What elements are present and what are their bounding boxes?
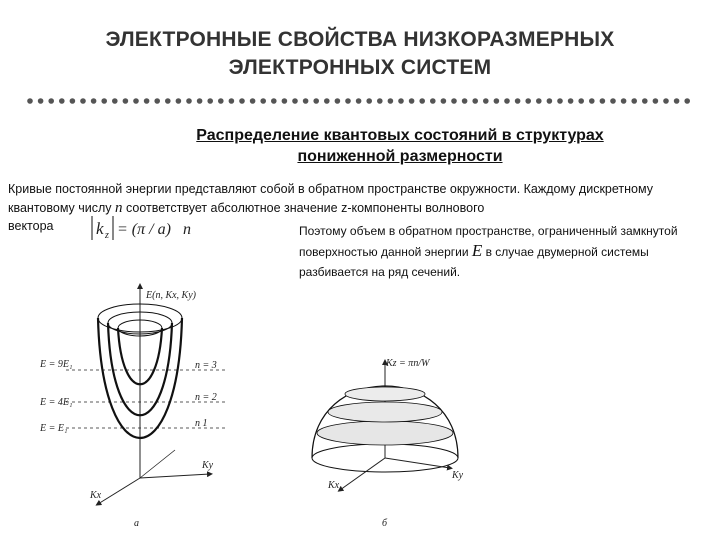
divider-dot [292, 98, 298, 104]
divider-dot [504, 98, 510, 104]
section-2 [328, 402, 442, 422]
divider-dot [123, 98, 129, 104]
wavevector-formula [88, 212, 198, 244]
formula-n: n [183, 221, 191, 238]
paragraph-tail: вектора [8, 219, 54, 233]
paragraph-text: в случае двумерной системы разбивается на ряд сечений. [299, 245, 649, 279]
divider-dot [610, 98, 616, 104]
figure-b-kx: Kx [328, 480, 340, 491]
figure-a-level-4E1: E = 4E₁ [40, 397, 73, 408]
divider-dot [409, 98, 415, 104]
slide-title-line2: ЭЛЕКТРОННЫХ СИСТЕМ [228, 56, 492, 79]
divider-dot [324, 98, 330, 104]
divider-dot [91, 98, 97, 104]
figure-subband-paraboloids [40, 278, 260, 540]
divider-dot [653, 98, 659, 104]
divider-dot [80, 98, 86, 104]
divider-dot [356, 98, 362, 104]
divider-dot [674, 98, 680, 104]
figure-a-ky: Ky [202, 460, 214, 471]
divider-dot [547, 98, 553, 104]
figure-a-n1: n 1 [195, 418, 208, 429]
divider-dot [589, 98, 595, 104]
divider-dot [631, 98, 637, 104]
figure-a-kx: Kx [90, 490, 102, 501]
figure-a-n2: n = 2 [195, 392, 217, 403]
section-subtitle-line1: Распределение квантовых состояний в структурах [196, 127, 604, 144]
divider-dot [133, 98, 139, 104]
divider-dot [462, 98, 468, 104]
section-3 [345, 387, 425, 401]
divider-dot [27, 98, 33, 104]
section-subtitle [120, 125, 680, 167]
divider-dot [154, 98, 160, 104]
figure-b-caption: б [382, 518, 388, 529]
divider-dot [377, 98, 383, 104]
paragraph-reciprocal-volume [299, 221, 699, 282]
divider-dot [366, 98, 372, 104]
divider-dot [250, 98, 256, 104]
divider-dot [165, 98, 171, 104]
divider-dot [345, 98, 351, 104]
paragraph-text: Кривые постоянной энергии представляют собой в обратном пространстве окружности. Каждому дискретному квантовому числу [8, 182, 653, 215]
divider-dot [260, 98, 266, 104]
divider-dot [398, 98, 404, 104]
divider-dot [335, 98, 341, 104]
divider-dot [48, 98, 54, 104]
divider-dot [271, 98, 277, 104]
divider-dot [229, 98, 235, 104]
section-1 [317, 421, 453, 445]
ky-axis [140, 474, 210, 478]
divider-dot [621, 98, 627, 104]
divider-dot [536, 98, 542, 104]
divider-dot [388, 98, 394, 104]
figure-a-level-9E1: E = 9E₁ [40, 359, 73, 370]
figure-a-caption: а [134, 518, 139, 529]
figure-a-level-E1: E = E₁ [40, 423, 68, 434]
divider-dot [303, 98, 309, 104]
figure-a-axis-top: E(n, Kx, Ky) [146, 290, 196, 301]
formula-k: k [96, 219, 104, 238]
ky-axis-b [385, 458, 450, 468]
kx-axis [98, 478, 140, 504]
divider-dot [557, 98, 563, 104]
divider-dot [642, 98, 648, 104]
divider-dot [186, 98, 192, 104]
divider-dot [430, 98, 436, 104]
figure-a-n3: n = 3 [195, 360, 217, 371]
formula-k-subscript: z [105, 230, 109, 241]
paragraph-text: Поэтому объем в обратном пространстве, ограниченный замкнутой поверхностью данной энергии [299, 224, 678, 259]
divider-dot [101, 98, 107, 104]
divider-dot [419, 98, 425, 104]
divider-dot [313, 98, 319, 104]
kx-axis-back [140, 450, 175, 478]
divider-dot [38, 98, 44, 104]
figure-b-axis-top: Kz = πn/W [386, 358, 430, 369]
divider-dot [207, 98, 213, 104]
divider-dot [494, 98, 500, 104]
divider-dot [684, 98, 690, 104]
divider-dot [176, 98, 182, 104]
divider-dot [472, 98, 478, 104]
divider-dot [663, 98, 669, 104]
energy-E: E [471, 241, 483, 260]
divider-dot [112, 98, 118, 104]
divider-dot [59, 98, 65, 104]
divider-dot [451, 98, 457, 104]
divider-dot [197, 98, 203, 104]
divider-dot [600, 98, 606, 104]
divider-dot [239, 98, 245, 104]
divider-dot [441, 98, 447, 104]
quantum-number-n: n [115, 199, 123, 216]
slide-title [0, 26, 720, 82]
figure-b-ky: Ky [452, 470, 464, 481]
figure-hemisphere-sections [300, 350, 470, 540]
paragraph-text: соответствует абсолютное значение z-компоненты волнового [122, 200, 485, 215]
divider-dot [525, 98, 531, 104]
divider-dot [144, 98, 150, 104]
slide-title-line1: ЭЛЕКТРОННЫЕ СВОЙСТВА НИЗКОРАЗМЕРНЫХ [105, 28, 615, 51]
formula-rhs: = (π / a) [117, 221, 171, 238]
kx-axis-b [340, 458, 385, 490]
divider-dot [70, 98, 76, 104]
divider-dot [282, 98, 288, 104]
divider-dot [483, 98, 489, 104]
divider-dot [578, 98, 584, 104]
dotted-divider [26, 96, 696, 106]
section-subtitle-line2: пониженной размерности [297, 148, 503, 165]
divider-dot [218, 98, 224, 104]
divider-dot [515, 98, 521, 104]
divider-dot [568, 98, 574, 104]
